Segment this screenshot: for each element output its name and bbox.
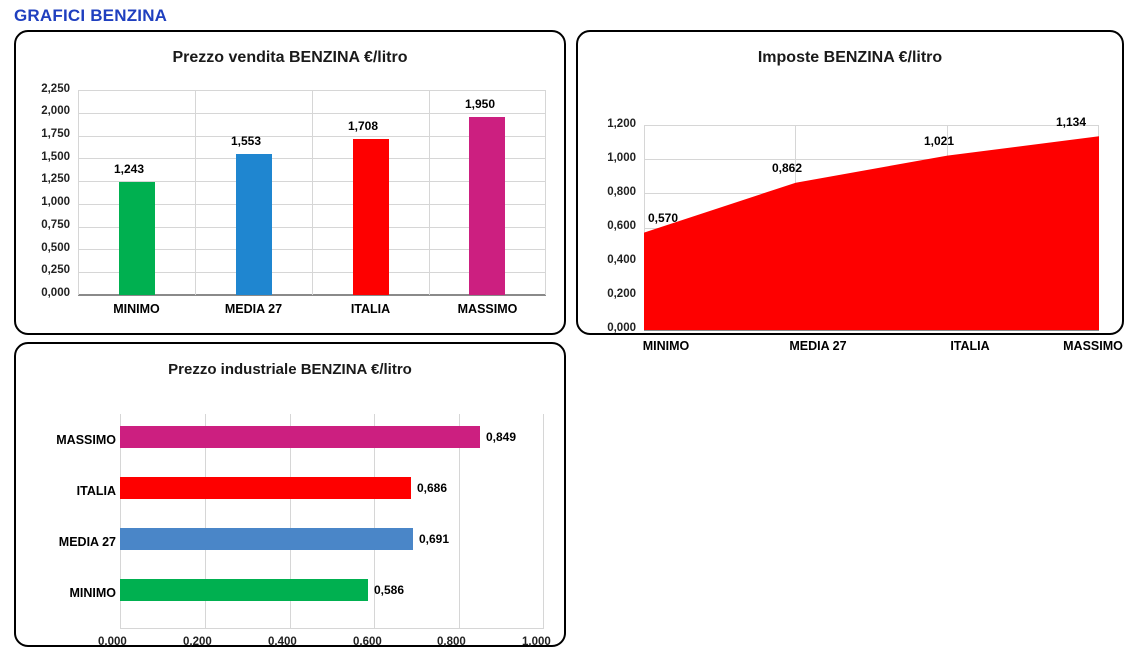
- data-label: 0,570: [648, 211, 679, 225]
- chart-title-imposte: Imposte BENZINA €/litro: [757, 49, 943, 66]
- area-series-imposte: [644, 125, 1099, 330]
- chart-plot-prezzo-industriale: [16, 378, 564, 648]
- bar-massimo: [469, 117, 505, 295]
- y-tick: 1,000: [41, 196, 70, 208]
- y-tick: 0,750: [41, 219, 70, 231]
- chart-plot-prezzo-vendita: [16, 32, 564, 316]
- bar-italia: [120, 477, 411, 499]
- bar-italia: [353, 139, 389, 295]
- x-category-label: MASSIMO: [457, 302, 518, 316]
- data-label: 1,950: [465, 97, 496, 111]
- y-category-label: MASSIMO: [56, 433, 116, 447]
- y-category-label: MEDIA 27: [58, 535, 116, 549]
- data-label: 1,243: [114, 162, 145, 176]
- x-category-label: MEDIA 27: [789, 339, 847, 353]
- x-category-label: MINIMO: [642, 339, 690, 353]
- x-category-label: ITALIA: [950, 339, 990, 353]
- chart-panel-prezzo-vendita: [14, 30, 566, 335]
- y-tick: 0,200: [607, 288, 636, 300]
- data-label: 1,134: [1056, 115, 1087, 129]
- x-tick: 0,000: [98, 636, 127, 648]
- x-category-label: ITALIA: [350, 302, 391, 316]
- x-category-label: MINIMO: [113, 302, 160, 316]
- chart-title-prezzo-vendita: Prezzo vendita BENZINA €/litro: [172, 49, 408, 66]
- chart-panel-prezzo-industriale: [14, 342, 566, 647]
- chart-panel-imposte: [576, 30, 1124, 353]
- y-tick: 1,200: [607, 118, 636, 130]
- y-tick: 0,500: [41, 242, 70, 254]
- y-tick: 2,250: [41, 83, 70, 95]
- x-category-label: MASSIMO: [1063, 339, 1123, 353]
- y-tick: 0,400: [607, 254, 636, 266]
- y-tick: 1,250: [41, 173, 70, 185]
- data-label: 1,021: [924, 134, 955, 148]
- chart-title-prezzo-industriale: Prezzo industriale BENZINA €/litro: [168, 361, 412, 378]
- x-tick: 1,000: [522, 636, 551, 648]
- x-tick: 0,600: [353, 636, 382, 648]
- data-label: 1,708: [348, 119, 379, 133]
- chart-plot-imposte: [578, 67, 1123, 353]
- y-tick: 1,500: [41, 151, 70, 163]
- y-tick: 0,600: [607, 220, 636, 232]
- x-tick: 0,800: [437, 636, 466, 648]
- y-tick: 0,800: [607, 186, 636, 198]
- data-label: 0,849: [486, 430, 517, 444]
- plot-area: [78, 90, 546, 295]
- data-label: 1,553: [231, 134, 262, 148]
- plot-area: [644, 115, 1099, 330]
- bar-minimo: [120, 579, 368, 601]
- data-label: 0,862: [772, 161, 803, 175]
- plot-area: [56, 414, 544, 629]
- bar-minimo: [119, 182, 155, 295]
- y-tick: 0,250: [41, 264, 70, 276]
- bar-media27: [236, 154, 272, 295]
- bar-massimo: [120, 426, 480, 448]
- data-label: 0,586: [374, 583, 405, 597]
- data-label: 0,686: [417, 481, 448, 495]
- y-tick: 2,000: [41, 105, 70, 117]
- y-tick: 1,750: [41, 128, 70, 140]
- y-category-label: MINIMO: [69, 586, 116, 600]
- y-tick: 1,000: [607, 152, 636, 164]
- x-category-label: MEDIA 27: [224, 302, 283, 316]
- x-tick: 0,400: [268, 636, 297, 648]
- data-label: 0,691: [419, 532, 450, 546]
- y-tick: 0,000: [41, 287, 70, 299]
- y-category-label: ITALIA: [76, 484, 116, 498]
- x-tick: 0,200: [183, 636, 212, 648]
- bar-media27: [120, 528, 413, 550]
- page-title: GRAFICI BENZINA: [14, 6, 168, 25]
- y-tick: 0,000: [607, 322, 636, 334]
